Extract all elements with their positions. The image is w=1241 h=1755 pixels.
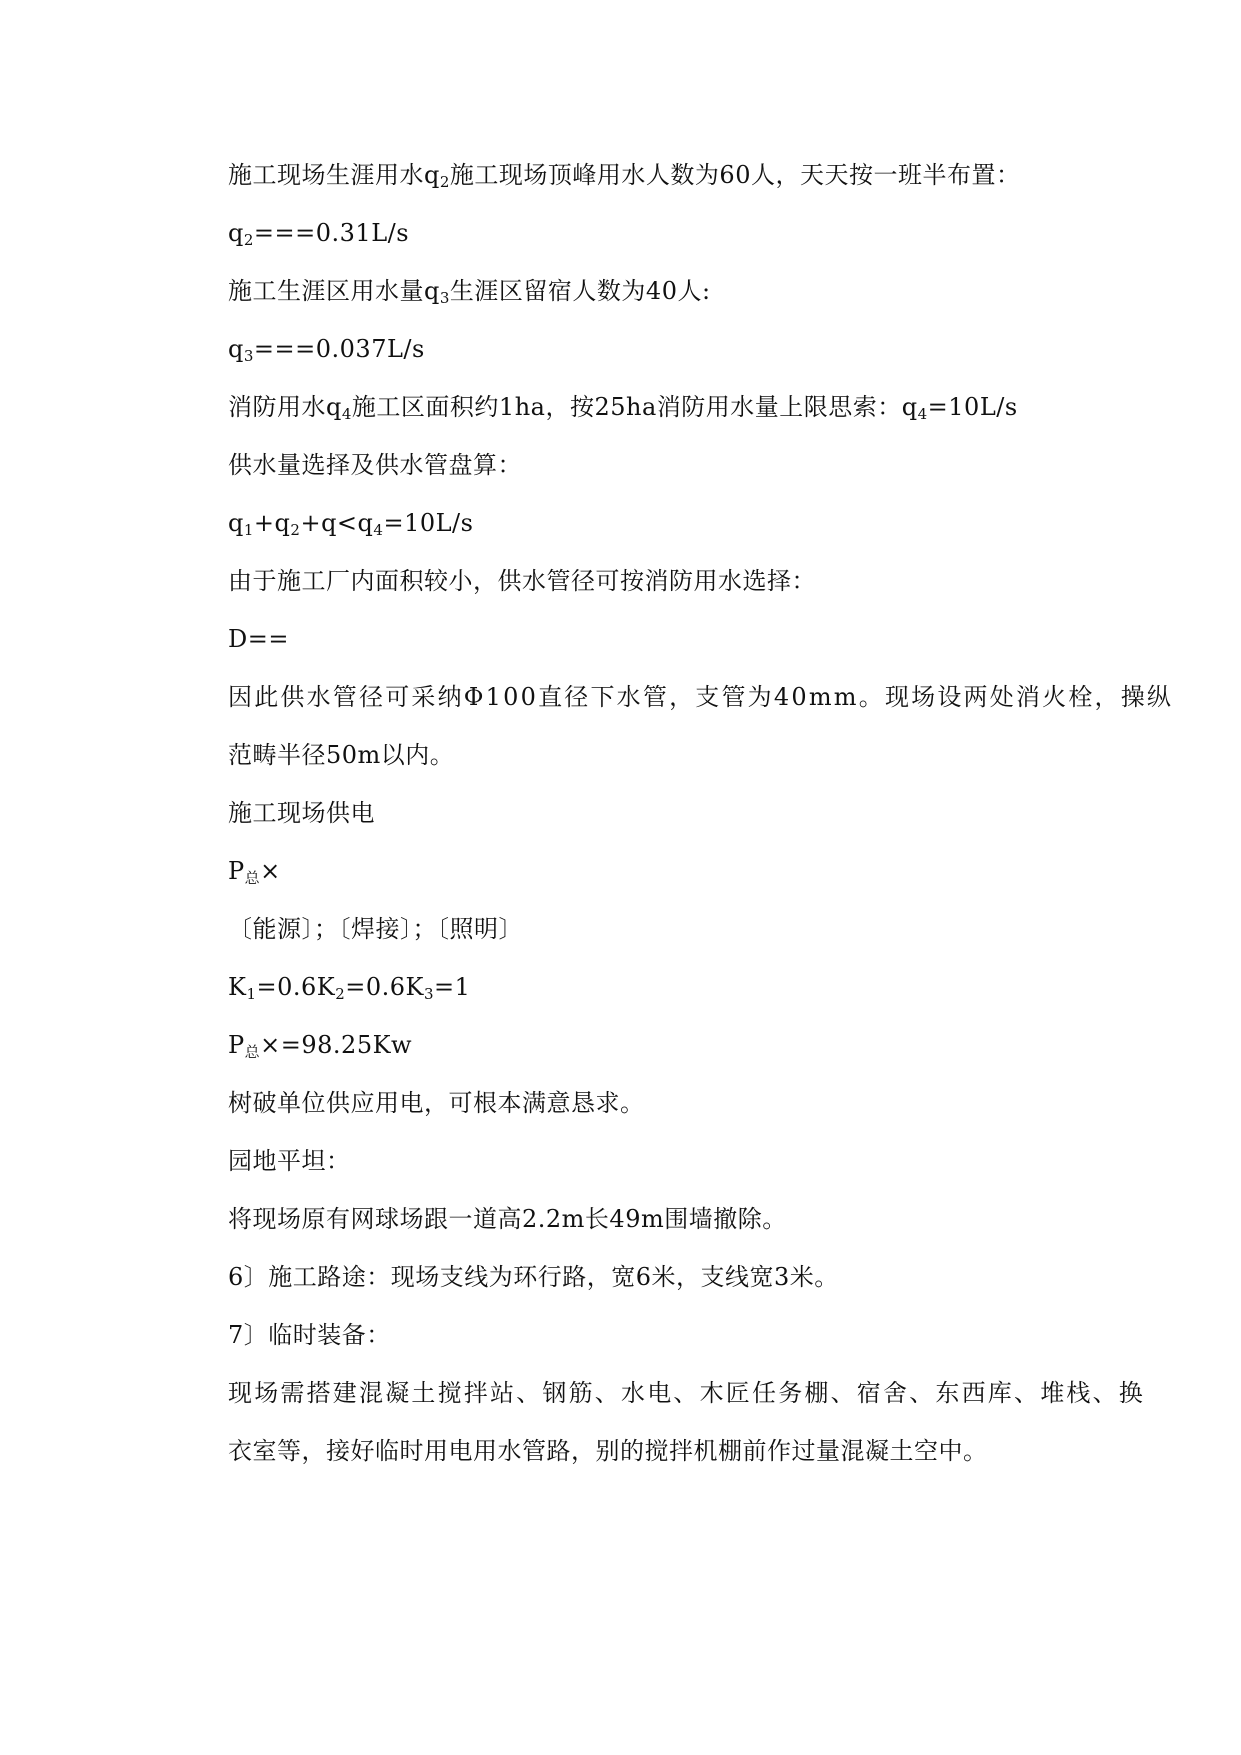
line-text: 由于施工厂内面积较小，供水管径可按消防用水选择： [228, 567, 816, 595]
line-text: 施工现场供电 [228, 799, 375, 827]
subscript-text: 1 [243, 521, 254, 539]
subscript-text: 总 [244, 869, 261, 887]
text-line [228, 1030, 412, 1060]
subscript-text: 4 [341, 405, 352, 423]
subscript-text: 2 [243, 231, 254, 249]
line-text: 衣室等，接好临时用电用水管路，别的搅拌机棚前作过量混凝土空中。 [228, 1437, 988, 1465]
line-text: 施工现场生涯用水q [228, 161, 440, 189]
line-text: 施工区面积约1ha，按25ha消防用水量上限思索：q [351, 393, 918, 421]
subscript-text: 3 [423, 985, 435, 1003]
text-line [228, 740, 454, 770]
text-line [228, 856, 281, 886]
text-line [228, 392, 1018, 422]
subscript-text: 2 [290, 521, 301, 539]
line-text: 因此供水管径可采纳Φ100直径下水管，支管为40mm。现场设两处消火栓，操纵 [228, 683, 1174, 711]
text-line [228, 160, 1020, 190]
line-text: 消防用水q [228, 393, 342, 421]
text-line [228, 682, 1173, 712]
line-text: q [228, 509, 244, 537]
text-line [228, 1146, 351, 1176]
line-text: +q [253, 509, 291, 537]
subscript-text: 3 [243, 347, 254, 365]
subscript-text: 4 [373, 521, 384, 539]
text-line [228, 914, 523, 944]
line-text: 园地平坦： [228, 1147, 351, 1175]
text-line [228, 972, 470, 1002]
line-text: 施工现场顶峰用水人数为60人，天天按一班半布置： [449, 161, 1021, 189]
text-line [228, 1320, 391, 1350]
subscript-text: 4 [917, 405, 928, 423]
line-text: +q<q [300, 509, 374, 537]
text-line [228, 276, 711, 306]
text-line [228, 218, 409, 248]
line-text: 7〕临时装备： [228, 1321, 391, 1349]
text-line [228, 1378, 1145, 1408]
line-text: P [228, 857, 245, 885]
line-text: × [260, 857, 281, 885]
text-line [228, 450, 522, 480]
line-text: =0.6K [345, 973, 424, 1001]
subscript-text: 2 [439, 173, 450, 191]
line-text: q [228, 219, 244, 247]
text-line [228, 1262, 839, 1292]
line-text: 施工生涯区用水量q [228, 277, 440, 305]
line-text: 将现场原有网球场跟一道高2.2m长49m围墙撤除。 [228, 1205, 787, 1233]
text-line [228, 1088, 645, 1118]
line-text: 树破单位供应用电，可根本满意恳求。 [228, 1089, 645, 1117]
subscript-text: 2 [335, 985, 346, 1003]
line-text: P [228, 1031, 245, 1059]
line-text: ===0.037L/s [253, 335, 425, 363]
line-text: =1 [434, 973, 471, 1001]
line-text: 生涯区留宿人数为40人: [449, 277, 711, 305]
line-text: =10L/s [383, 509, 474, 537]
line-text: K [228, 973, 247, 1001]
line-text: D== [228, 625, 289, 653]
text-line [228, 1436, 988, 1466]
text-line [228, 1204, 787, 1234]
subscript-text: 1 [246, 985, 257, 1003]
line-text: ×=98.25Kw [260, 1031, 413, 1059]
subscript-text: 总 [244, 1043, 261, 1061]
line-text: 〔能源〕；〔焊接〕；〔照明〕 [228, 915, 523, 943]
text-line [228, 566, 816, 596]
line-text: q [228, 335, 244, 363]
subscript-text: 3 [439, 289, 450, 307]
line-text: 供水量选择及供水管盘算： [228, 451, 522, 479]
text-line [228, 334, 425, 364]
text-line [228, 624, 289, 654]
text-line [228, 798, 375, 828]
line-text: 6〕施工路途：现场支线为环行路，宽6米，支线宽3米。 [228, 1263, 839, 1291]
line-text: =0.6K [256, 973, 336, 1001]
line-text: 现场需搭建混凝土搅拌站、钢筋、水电、木匠任务棚、宿舍、东西库、堆栈、换 [228, 1379, 1145, 1407]
text-line [228, 508, 473, 538]
line-text: 范畴半径50m以内。 [228, 741, 455, 769]
line-text: ===0.31L/s [253, 219, 410, 247]
line-text: =10L/s [927, 393, 1018, 421]
